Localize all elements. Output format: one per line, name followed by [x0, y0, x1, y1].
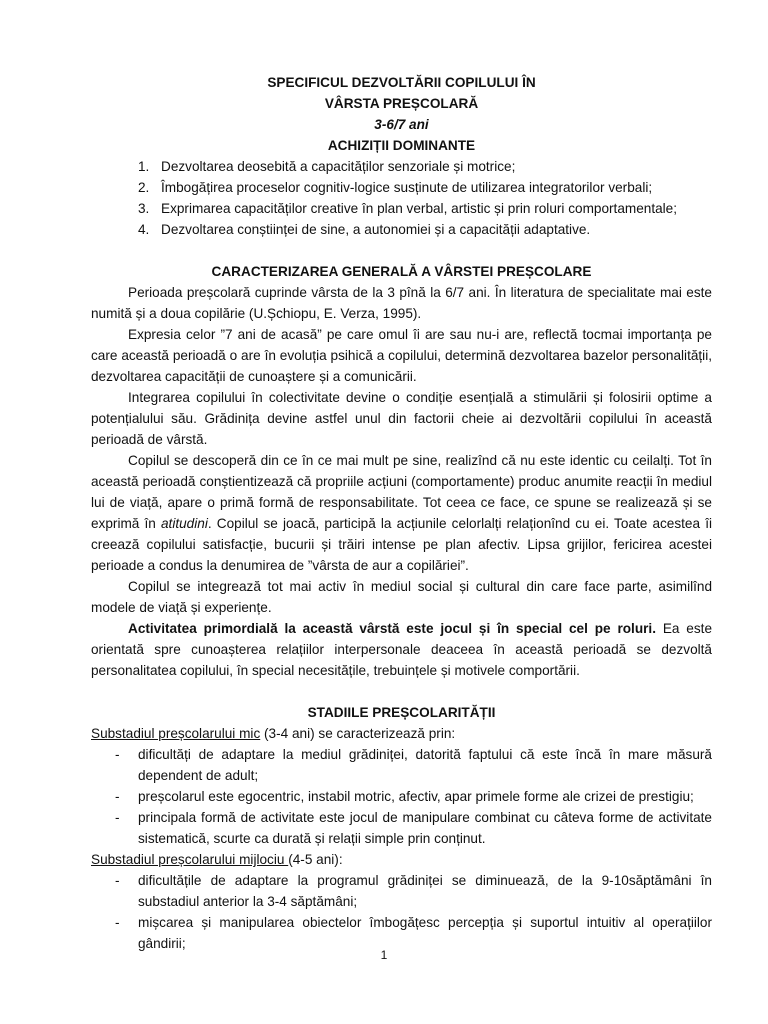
- substage-heading: [91, 723, 712, 744]
- paragraph-text: Copilul se descoperă din ce în ce mai mult pe sine, realizînd că nu este identic cu ceilalți. Tot în această perioadă conștientizează că propriile acțiuni (comportamente) produc anumite reacții în mediul lui de viață, apare o primă formă de responsabilitate. Tot ceea ce face, ce spune se realizează și se exprimă în: [91, 453, 712, 531]
- paragraph: Perioada preșcolară cuprinde vârsta de la 3 pînă la 6/7 ani. În literatura de specialitate mai este numită și a doua copilărie (U.Șchiopu, E. Verza, 1995).: [91, 285, 712, 321]
- doc-title-line1: SPECIFICUL DEZVOLTĂRII COPILULUI ÎN: [267, 75, 536, 90]
- list-item-number: 4.: [138, 222, 150, 237]
- list-item: [91, 198, 712, 219]
- list-item: [91, 156, 712, 177]
- dash-bullet: -: [115, 789, 120, 804]
- substage-label: Substadiul preșcolarului mic: [91, 726, 261, 741]
- list-item: [91, 177, 712, 198]
- list-item-number: 3.: [138, 201, 150, 216]
- spacer: [91, 240, 712, 261]
- page-number: 1: [380, 948, 388, 962]
- document-body: [91, 72, 712, 954]
- paragraph-text: Ea este orientată spre cunoașterea relațiilor interpersonale deaceea în această perioadă se dezvoltă personalitatea copilului, în special necesitățile, trebuințele și motivele comportării.: [91, 621, 713, 678]
- paragraph: [91, 450, 712, 576]
- list-item: [91, 870, 712, 912]
- paragraph: [91, 618, 712, 681]
- list-item-text: dificultăți de adaptare la mediul grădiniței, datorită faptului că este încă în mare măsură dependent de adult;: [138, 747, 712, 783]
- list-item: [91, 786, 712, 807]
- dash-bullet: -: [115, 873, 120, 888]
- paragraph-text: . Copilul se joacă, participă la acțiunile celorlalți relaționînd cu ei. Toate acestea îi creează copilului satisfacție, bucurii și trăiri intense pe plan afectiv. Lipsa grijilor, fericirea acestei perioade a condus la denumirea de ”vârsta de aur a copilăriei”.: [91, 516, 712, 573]
- list-item-text: mișcarea și manipularea obiectelor îmbogățesc percepția și suportul intuitiv al operațiilor gândirii;: [138, 915, 712, 951]
- age-range: 3-6/7 ani: [374, 117, 429, 132]
- substage-heading: [91, 849, 712, 870]
- list-item-text: Dezvoltarea conștiinței de sine, a autonomiei și a capacității adaptative.: [161, 222, 591, 237]
- list-item-text: Dezvoltarea deosebită a capacităților senzoriale și motrice;: [161, 159, 516, 174]
- substage2-list: [91, 870, 712, 954]
- doc-title-line2: VÂRSTA PREȘCOLARĂ: [324, 96, 479, 111]
- dash-bullet: -: [115, 915, 120, 930]
- list-item-text: preșcolarul este egocentric, instabil motric, afectiv, apar primele forme ale crizei de prestigiu;: [138, 789, 694, 804]
- list-item: [91, 807, 712, 849]
- paragraph: Integrarea copilului în colectivitate devine o condiție esențială a stimulării și folosirii optime a potențialului său. Grădinița devine astfel unul din factorii cheie ai dezvoltării copilului în această perioadă de vârstă.: [91, 390, 712, 447]
- emphasized-text: atitudini: [160, 516, 208, 531]
- substage-heading-rest: (4-5 ani):: [288, 852, 343, 867]
- list-item: [91, 744, 712, 786]
- substage-label: Substadiul preșcolarului mijlociu: [91, 852, 289, 867]
- section-title-general: CARACTERIZAREA GENERALĂ A VÂRSTEI PREȘCOLARE: [211, 264, 592, 279]
- dash-bullet: -: [115, 747, 120, 762]
- section-title-stages: STADIILE PREȘCOLARITĂȚII: [307, 705, 496, 720]
- list-item-text: dificultățile de adaptare la programul grădiniței se diminuează, de la 9-10săptămâni în substadiul anterior la 3-4 săptămâni;: [138, 873, 712, 909]
- list-item-number: 1.: [138, 159, 150, 174]
- substage1-list: [91, 744, 712, 849]
- paragraph: Expresia celor ”7 ani de acasă” pe care omul îi are sau nu-i are, reflectă tocmai importanța pe care această perioadă o are în evoluția psihică a copilului, determină dezvoltarea bazelor personalității, dezvoltarea capacității de cunoaștere și a comunicării.: [91, 327, 712, 384]
- paragraph: Copilul se integrează tot mai activ în mediul social și cultural din care face parte, asimilînd modele de viață și experiențe.: [91, 579, 712, 615]
- achievements-title: ACHIZIȚII DOMINANTE: [327, 138, 476, 153]
- achievements-list: [91, 156, 712, 240]
- list-item-text: principala formă de activitate este jocul de manipulare combinat cu câteva forme de activitate sistematică, scurte ca durată și relații simple prin conținut.: [138, 810, 712, 846]
- dash-bullet: -: [115, 810, 120, 825]
- substage-heading-rest: (3-4 ani) se caracterizează prin:: [260, 726, 456, 741]
- spacer: [91, 681, 712, 702]
- list-item-number: 2.: [138, 180, 150, 195]
- list-item-text: Îmbogățirea proceselor cognitiv-logice susținute de utilizarea integratorilor verbali;: [161, 180, 653, 195]
- list-item-text: Exprimarea capacităților creative în plan verbal, artistic și prin roluri comportamentale;: [161, 201, 678, 216]
- list-item: [91, 219, 712, 240]
- bold-text: Activitatea primordială la această vârstă este jocul și în special cel pe roluri.: [128, 621, 656, 636]
